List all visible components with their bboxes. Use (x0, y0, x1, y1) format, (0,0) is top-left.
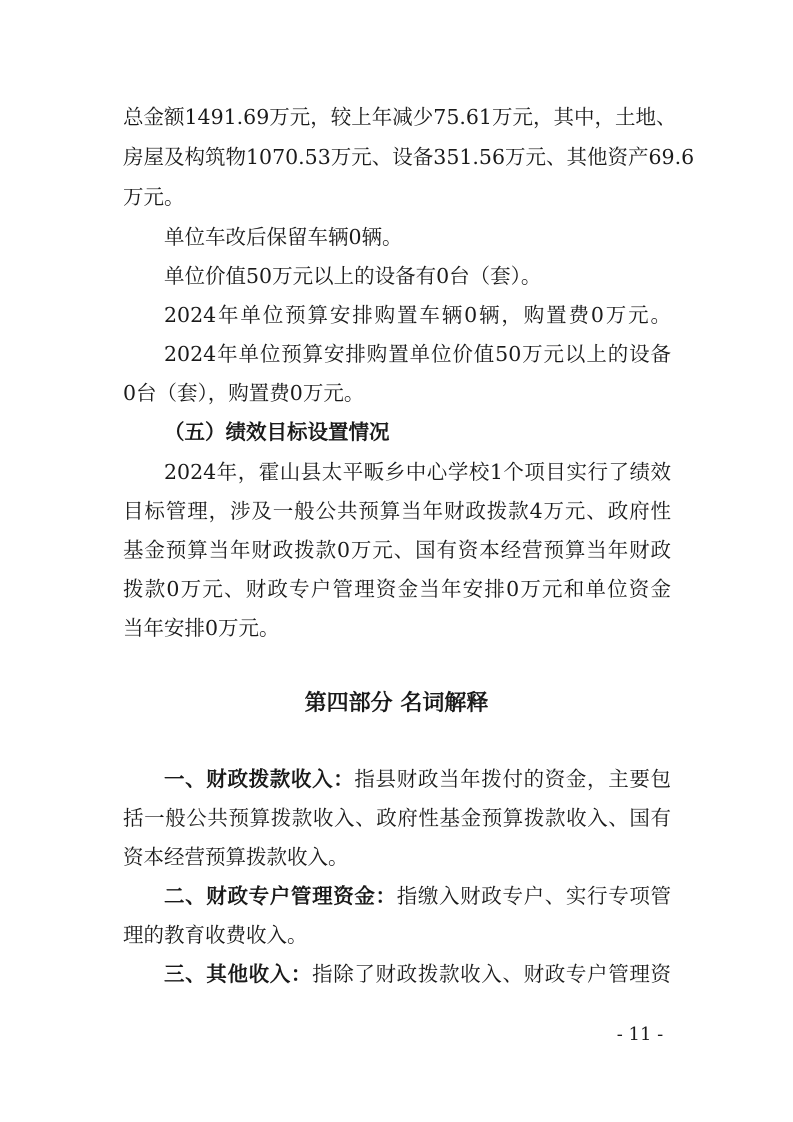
vehicles-retained: 单位车改后保留车辆0辆。 (164, 225, 403, 249)
vehicle-purchase-budget: 2024年单位预算安排购置车辆0辆，购置费0万元。 (164, 303, 671, 327)
assets-line-3: 万元。 (123, 185, 185, 209)
term-label: 一、财政拨款收入： (164, 767, 355, 791)
assets-line-1: 总金额1491.69万元，较上年减少75.61万元，其中，土地、 (123, 105, 677, 129)
section-four-title: 第四部分 名词解释 (304, 691, 489, 716)
performance-line-5: 当年安排0万元。 (123, 616, 280, 640)
term-special-account-funds (164, 884, 671, 908)
term-fiscal-appropriation-line-2: 括一般公共预算拨款收入、政府性基金预算拨款收入、国有 (123, 806, 671, 830)
page-number: - 11 - (616, 1024, 664, 1045)
term-definition: 指缴入财政专户、实行专项管 (396, 884, 672, 908)
assets-line-2: 房屋及构筑物1070.53万元、设备351.56万元、其他资产69.6 (123, 145, 695, 169)
term-other-income (164, 962, 671, 986)
performance-heading: （五）绩效目标设置情况 (164, 420, 390, 444)
term-definition: 指除了财政拨款收入、财政专户管理资 (312, 962, 672, 986)
equipment-over-50: 单位价值50万元以上的设备有0台（套）。 (164, 264, 542, 288)
equipment-purchase-budget-line-2: 0台（套），购置费0万元。 (123, 381, 365, 405)
performance-line-2: 目标管理，涉及一般公共预算当年财政拨款4万元、政府性 (123, 499, 671, 523)
term-label: 三、其他收入： (164, 962, 313, 986)
term-label: 二、财政专户管理资金： (164, 884, 397, 908)
term-definition: 指县财政当年拨付的资金，主要包 (354, 767, 672, 791)
equipment-purchase-budget-line-1: 2024年单位预算安排购置单位价值50万元以上的设备 (164, 342, 671, 366)
performance-line-1: 2024年，霍山县太平畈乡中心学校1个项目实行了绩效 (164, 460, 671, 484)
term-special-account-funds-line-2: 理的教育收费收入。 (123, 923, 308, 947)
term-fiscal-appropriation (164, 767, 671, 791)
performance-line-4: 拨款0万元、财政专户管理资金当年安排0万元和单位资金 (123, 577, 671, 601)
performance-line-3: 基金预算当年财政拨款0万元、国有资本经营预算当年财政 (123, 538, 671, 562)
term-fiscal-appropriation-line-3: 资本经营预算拨款收入。 (123, 845, 349, 869)
